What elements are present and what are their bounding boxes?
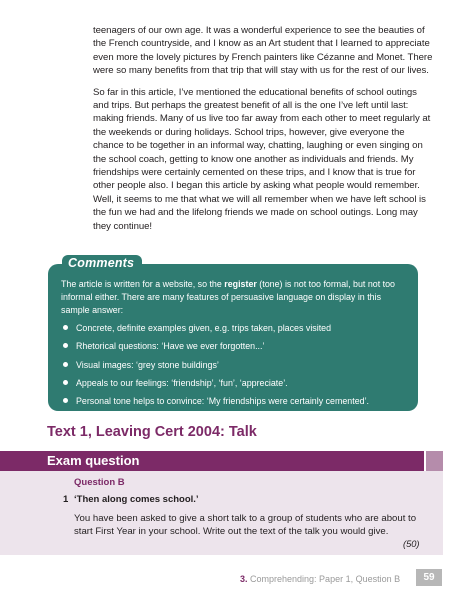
bullet-icon [63, 325, 68, 330]
chapter-number: 3. [240, 574, 248, 584]
chapter-title: Comprehending: Paper 1, Question B [247, 574, 401, 584]
comments-list [61, 322, 406, 407]
comments-intro-text: The article is written for a website, so the [61, 279, 225, 289]
question-quote: ‘Then along comes school.’ [74, 494, 199, 505]
list-item [61, 359, 406, 371]
comment-point: Rhetorical questions: ‘Have we ever forgotten...’ [76, 341, 265, 352]
comment-point: Visual images: ‘grey stone buildings’ [76, 359, 219, 370]
article-text [93, 24, 433, 241]
comments-intro-text: (tone) is not too formal, but not too informal either. There are many features of persuasive language on display in this sample answer: [61, 279, 395, 315]
exam-question-bar: Exam question [0, 451, 424, 471]
section-heading: Text 1, Leaving Cert 2004: Talk [47, 424, 257, 440]
running-footer [240, 574, 400, 584]
comments-intro [61, 278, 406, 317]
list-item [61, 395, 406, 407]
bullet-icon [63, 380, 68, 385]
comments-heading: Comments [62, 255, 142, 272]
bullet-icon [63, 343, 68, 348]
bullet-icon [63, 398, 68, 403]
list-item [61, 377, 406, 389]
comment-point: Personal tone helps to convince: ‘My friendships were certainly cemented’. [76, 396, 370, 407]
register-term: register [224, 279, 257, 289]
comment-point: Appeals to our feelings: ‘friendship’, ‘fun’, ‘appreciate’. [76, 377, 288, 388]
question-marks: (50) [403, 539, 420, 549]
comment-point: Concrete, definite examples given, e.g. trips taken, places visited [76, 323, 332, 333]
article-paragraph: teenagers of our own age. It was a wonderful experience to see the beauties of the French countryside, and I know as an Art student that I learned to appreciate even more the lovely pictures by French painters like Cézanne and Monet. There were so many benefits from that trip that will stay with us for the rest of our lives. [93, 25, 433, 77]
exam-bar-accent [426, 451, 443, 471]
page-number: 59 [416, 569, 442, 586]
question-number: 1 [63, 494, 69, 505]
list-item [61, 322, 406, 334]
list-item [61, 340, 406, 352]
comments-box [48, 256, 418, 411]
bullet-icon [63, 362, 68, 367]
article-paragraph: So far in this article, I’ve mentioned the educational benefits of school outings and trips. But perhaps the greatest benefit of all is the one I’ve left until last: making friends. Many of us live too far away from each other to meet regularly at the weekends or during holidays. School trips, however, give everyone the chance to be together in an informal way, chatting, laughing or even singing on the school coach, getting to know one another as individuals and friends. My friendships were certainly cemented on these trips, and I know that is true for other people also. I began this article by asking what people would remember. Well, it seems to me that what we will all remember when we have left school is the fun we had and the lifelong friends we made on school outings. Long may they continue! [93, 86, 431, 232]
question-text: You have been asked to give a short talk to a group of students who are about to start First Year in your school. Write out the text of the talk you would give. [74, 513, 417, 538]
question-label: Question B [74, 477, 125, 488]
